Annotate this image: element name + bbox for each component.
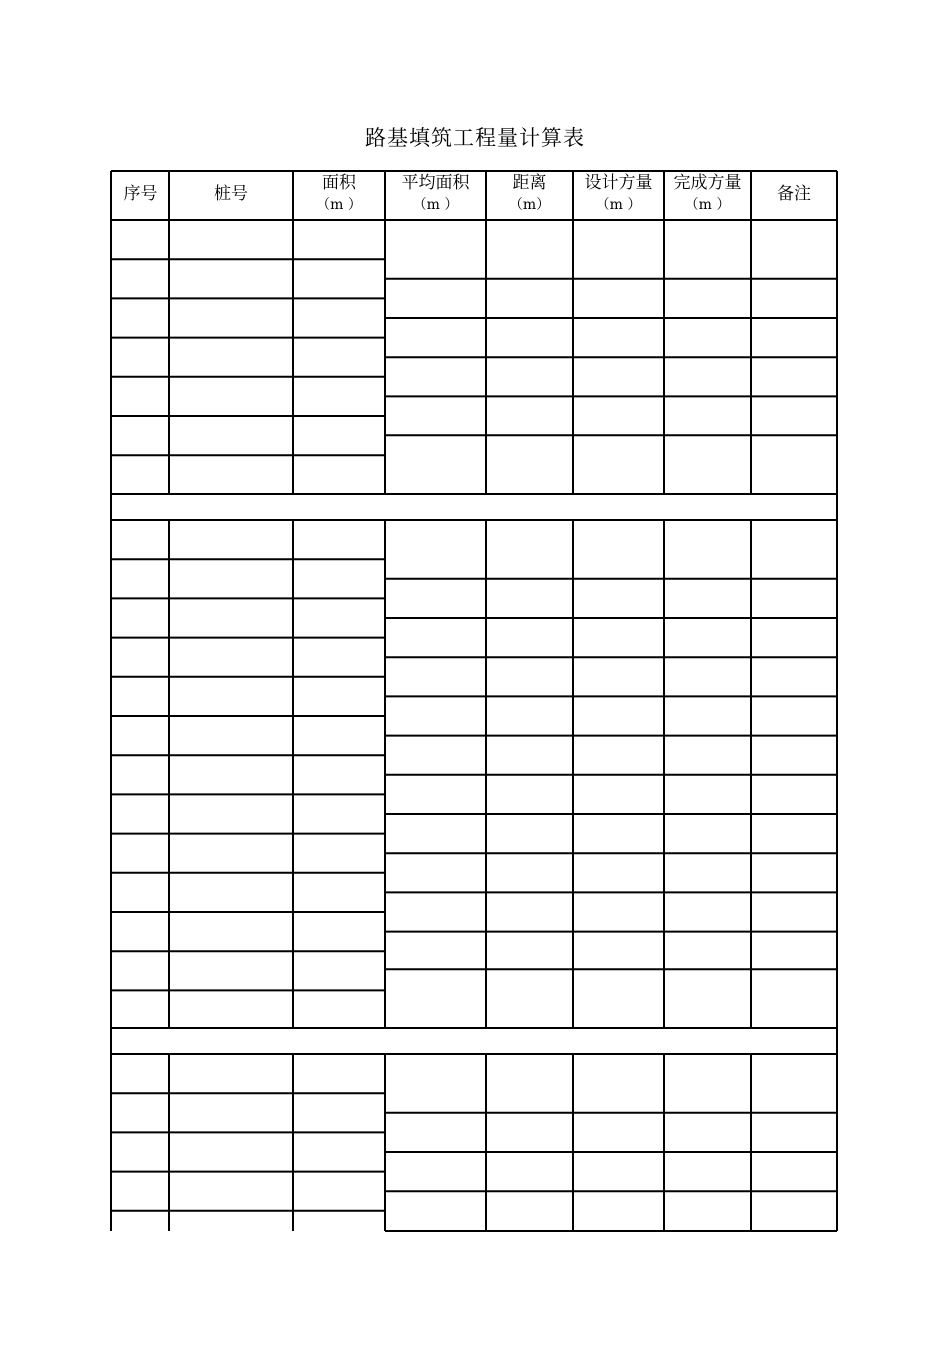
header-area-unit: （m ） (316, 197, 362, 213)
header-design-volume-label: 设计方量 (584, 173, 653, 193)
header-avg-area-label: 平均面积 (401, 173, 470, 193)
header-distance-label: 距离 (512, 173, 547, 193)
header-area-label: 面积 (322, 173, 356, 193)
header-completed-volume-label: 完成方量 (673, 173, 742, 193)
header-avg-area-unit: （m ） (412, 197, 459, 213)
header-completed-volume-unit: （m ） (684, 197, 731, 213)
header-design-volume-unit: （m ） (595, 197, 642, 213)
header-remarks-label: 备注 (777, 184, 811, 204)
header-seq-label: 序号 (123, 184, 158, 204)
header-distance-unit: （m） (508, 197, 551, 213)
header-station-label: 桩号 (214, 184, 248, 204)
document-title: 路基填筑工程量计算表 (365, 126, 585, 150)
